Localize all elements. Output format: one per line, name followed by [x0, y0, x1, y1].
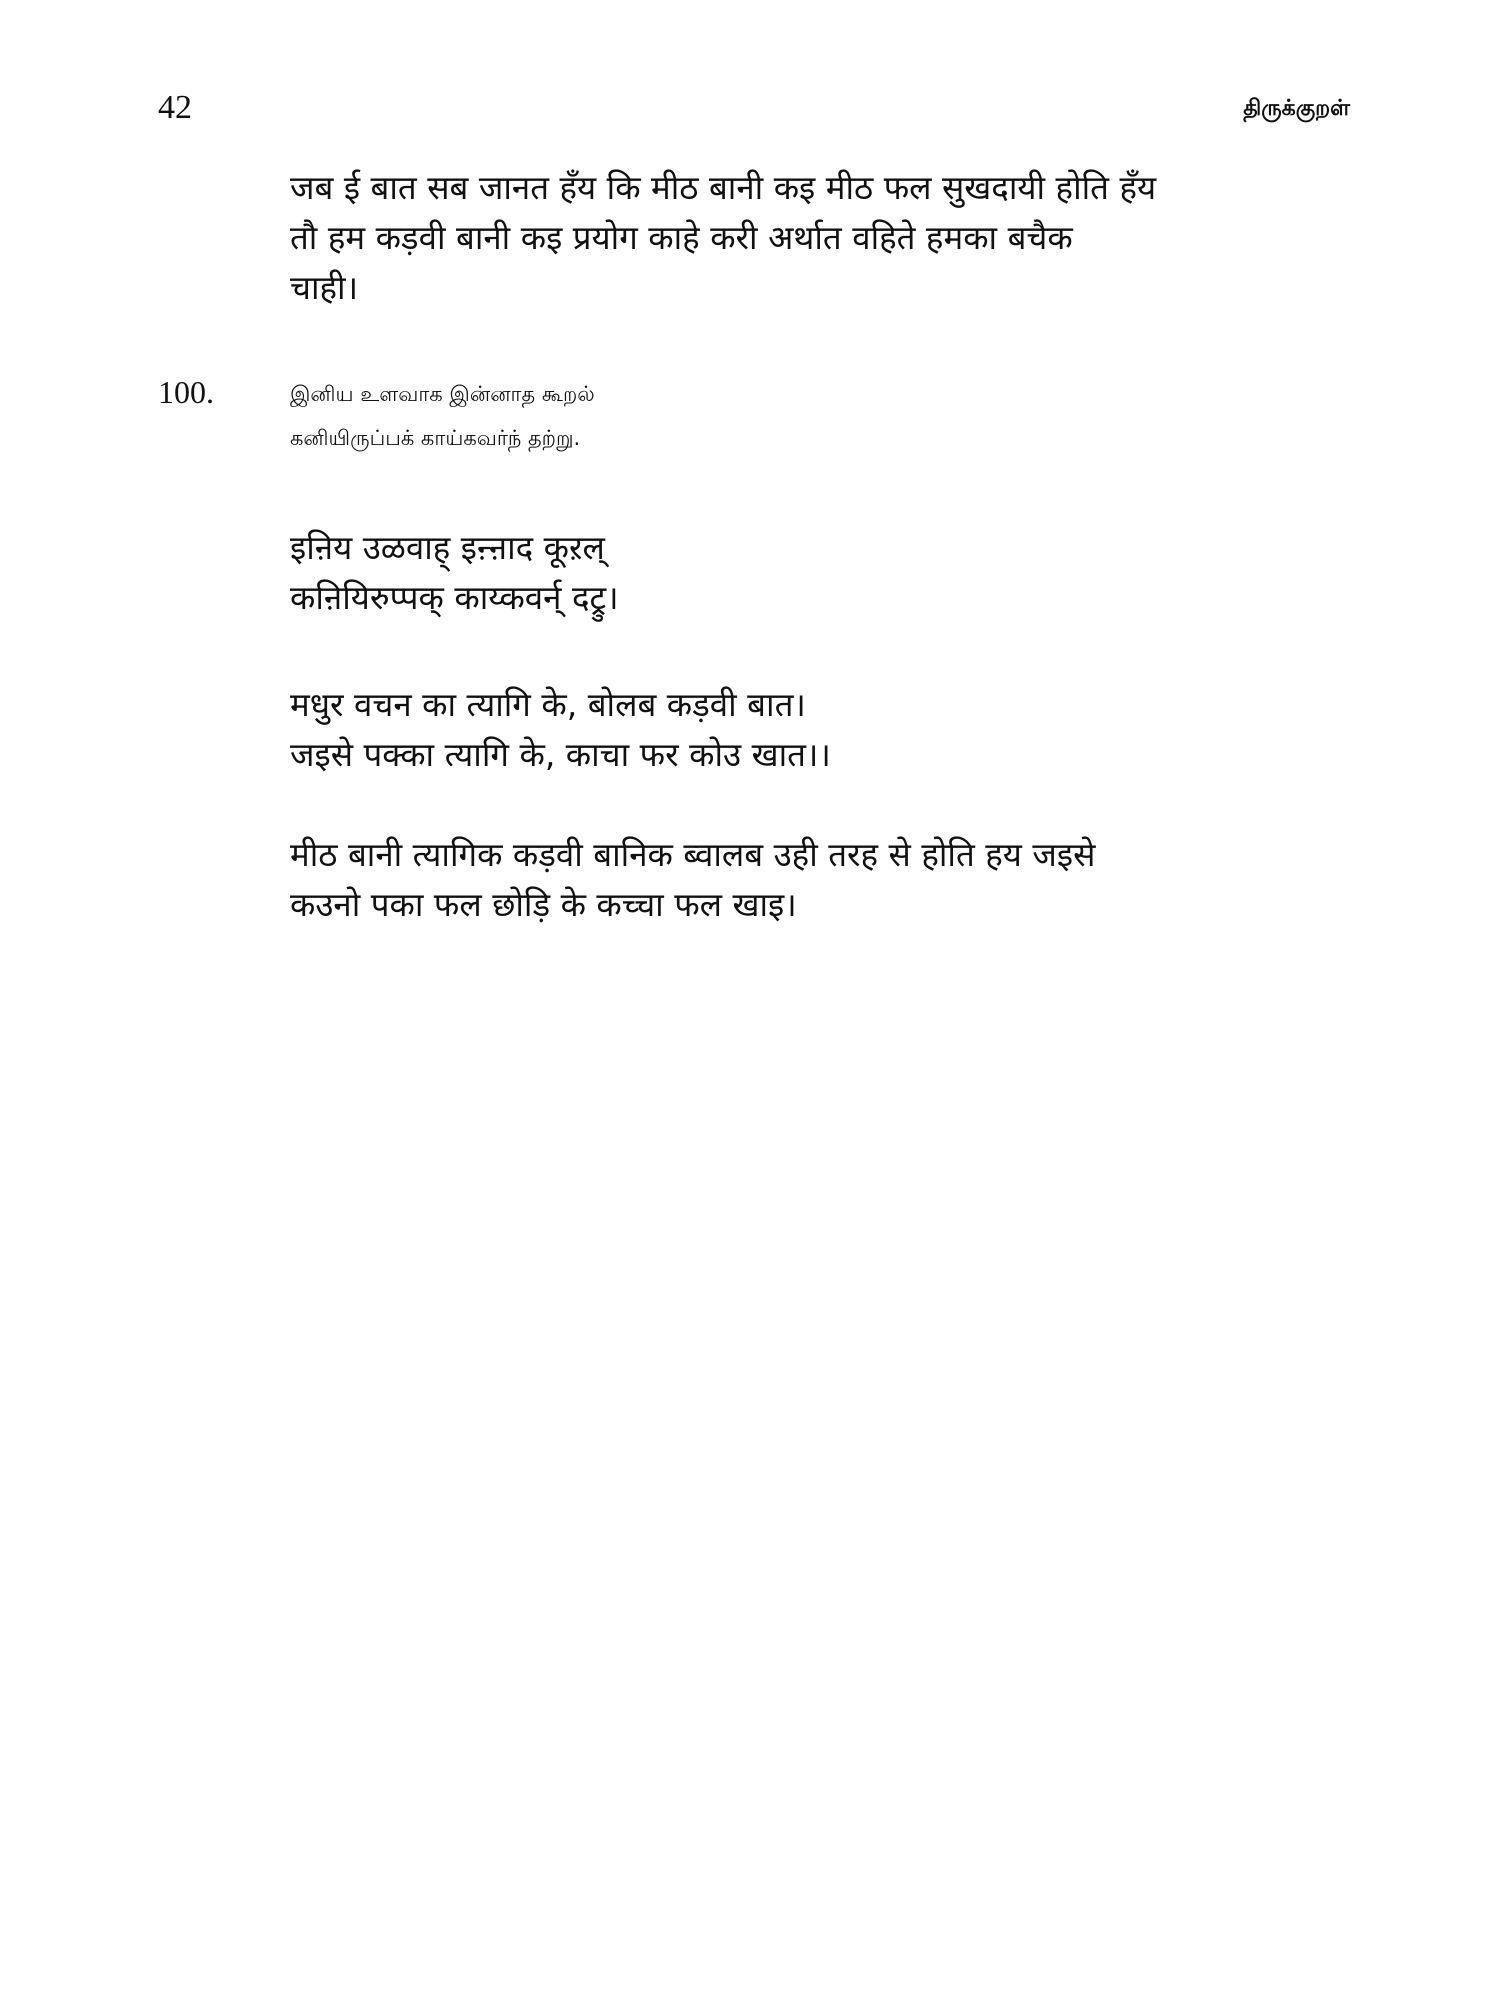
tamil-verse — [290, 372, 1350, 460]
meaning-line: कउनो पका फल छोड़ि के कच्चा फल खाइ। — [290, 885, 797, 924]
couplet-line: जइसे पक्का त्यागि के, काचा फर कोउ खात।। — [290, 735, 831, 774]
hindi-couplet — [290, 680, 1350, 780]
page-number: 42 — [158, 89, 192, 126]
intro-line: जब ई बात सब जानत हँय कि मीठ बानी कइ मीठ फल सुखदायी होति हँय — [290, 168, 1157, 207]
tamil-verse-line: இனிய உளவாக இன்னாத கூறல் — [290, 382, 595, 406]
meaning-paragraph — [290, 830, 1350, 930]
meaning-line: मीठ बानी त्यागिक कड़वी बानिक ब्वालब उही तरह से होति हय जइसे — [290, 835, 1096, 874]
transliteration-line: इऩिय उळवाह् इऩ्ऩाद कूऱल् — [290, 528, 605, 567]
intro-line: तौ हम कड़वी बानी कइ प्रयोग काहे करी अर्थात वहिते हमका बचैक — [290, 218, 1073, 257]
transliteration-line: कऩियिरुप्पक् काय्कवर्न् दट्रु। — [290, 578, 619, 617]
running-header-title: திருக்குறள் — [1243, 96, 1350, 121]
intro-line: चाही। — [290, 268, 359, 307]
intro-paragraph — [290, 163, 1350, 313]
transliteration — [290, 523, 1350, 623]
verse-number: 100. — [158, 374, 214, 410]
couplet-line: मधुर वचन का त्यागि के, बोलब कड़वी बात। — [290, 685, 806, 724]
tamil-verse-line: கனியிருப்பக் காய்கவர்ந் தற்று. — [290, 426, 581, 450]
